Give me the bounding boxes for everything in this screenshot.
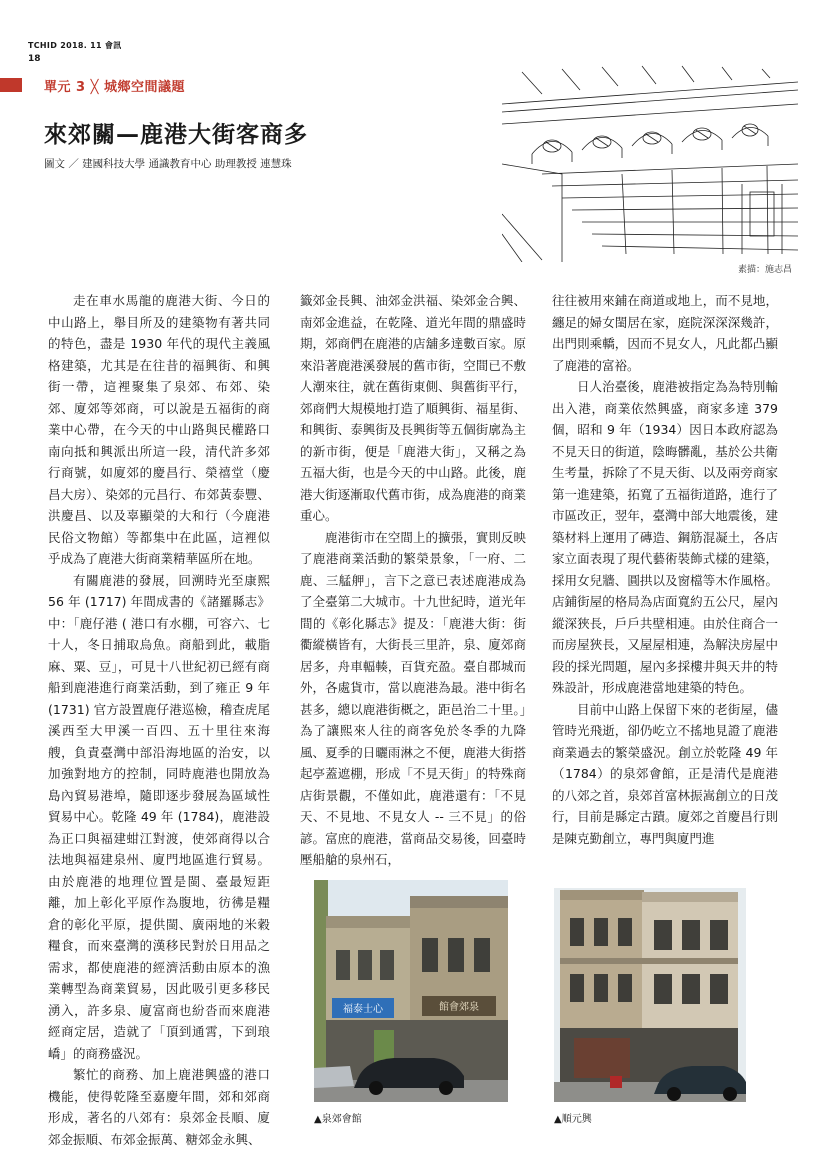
photo-caption-quanjiao: ▲泉郊會館 xyxy=(314,1114,362,1125)
paragraph: 日人治臺後，鹿港被指定為為特別輸出入港，商業依然興盛，商家多達 379 個，昭和 9 年（1934）因日本政府認為不見天日的街道，陰晦髒亂，基於公共衛生考量，拆除了不見天街、以及兩旁商家第一進建築，拓寬了五福街道路，進行了市區改正，翌年，臺灣中部大地震後，建築材料上運用了磚造、鋼筋混凝土，各店家立面表現了現代藝術裝飾式樣的建築，採用女兒牆、圓拱以及窗檔等木作風格。店鋪街屋的格局為店面寬約五公尺，屋內縱深狹長，戶戶共壁相連。由於住商合一而房屋狹長，又屋屋相連，為解決房屋中段的採光問題，屋內多採樓井與天井的特殊設計，形成鹿港當地建築的特色。 xyxy=(552,379,778,695)
article-byline: 圖文 ／ 建國科技大學 通識教育中心 助理教授 連慧珠 xyxy=(44,158,292,170)
issue-header: TCHID 2018. 11 會訊 xyxy=(28,41,122,50)
article-title: 來郊關—鹿港大街客商多 xyxy=(44,122,308,148)
guild-hall-sign: 館會郊泉 xyxy=(439,1002,479,1013)
street-sketch-illustration xyxy=(502,64,798,262)
photo-quanjiao-guild-hall xyxy=(314,880,508,1102)
page-number: 18 xyxy=(28,54,41,64)
paragraph: 走在車水馬龍的鹿港大街、今日的中山路上，舉目所及的建築物有著共同的特色，盡是 1930 年代的現代主義風格建築，尤其是在往昔的福興街、和興街一帶，這裡聚集了泉郊、布郊、染郊、廈郊等郊商，可以說是五福街的商業中心帶，在今天的中山路與民權路口南向抵和興派出所這一段，清代許多郊行商號，如廈郊的慶昌行、榮禧堂（慶昌大房）、染郊的元昌行、布郊黃泰豐、洪慶昌、以及辜顯榮的大和行（今鹿港民俗文物館）等都集中在此區，這裡似乎成為了鹿港大街商業精華區所在地。 xyxy=(48,293,270,566)
sketch-credit: 素描：施志昌 xyxy=(738,265,793,275)
paragraph: 繁忙的商務、加上鹿港興盛的港口機能，使得乾隆至嘉慶年間，郊和郊商形成，著名的八郊有：泉郊金長順、廈郊金振順、布郊金振萬、糖郊金永興、 xyxy=(48,1067,270,1147)
paragraph: 往往被用來鋪在商道或地上，而不見地，纏足的婦女閨居在家，庭院深深深幾許，出門則乘轎，因而不見女人，凡此都凸顯了鹿港的富裕。 xyxy=(552,293,778,373)
section-color-tab xyxy=(0,78,22,92)
unit-label: 單元 3 ╳ 城鄉空間議題 xyxy=(44,80,185,95)
text-column-2 xyxy=(300,290,526,871)
paragraph: 目前中山路上保留下來的老街屋，儘管時光飛逝，卻仍屹立不搖地見證了鹿港商業過去的繁榮盛況。創立於乾隆 49 年（1784）的泉郊會館，正是清代是鹿港的八郊之首，泉郊首富林振嵩創立的日茂行，目前是縣定古蹟。廈郊之首慶昌行則是陳克勤創立，專門與廈門進 xyxy=(552,701,778,846)
shop-sign: 福泰士心 xyxy=(343,1004,383,1015)
paragraph: 籤郊金長興、油郊金洪福、染郊金合興、南郊金進益，在乾隆、道光年間的鼎盛時期，郊商們在鹿港的店舖多達數百家。原來沿著鹿港溪發展的舊市街，空間已不敷人潮來往，就在舊街東側、與舊街平行，郊商們大規模地打造了順興街、福星街、和興街、泰興街及長興街等五個街廓為主的新市街，便是「鹿港大街」，又稱之為五福大街，也是今天的中山路。此後，鹿港大街逐漸取代舊市街，成為鹿港的商業重心。 xyxy=(300,293,526,523)
text-column-3 xyxy=(552,290,778,849)
paragraph: 有關鹿港的發展，回溯時光至康熙 56 年 (1717) 年間成書的《諸羅縣志》中：「鹿仔港 ( 港口有水棚，可容六、七十人，冬日捕取烏魚。商船到此，載脂麻、粟、豆」，可見十八世紀初已經有商船到鹿港進行商業活動，到了雍正 9 年 (1731) 官方設置鹿仔港巡檢，稽查虎尾溪西至大甲溪一百四、五十里往來海艘，負責臺灣中部沿海地區的治安，以加強對地方的控制，同時鹿港也開放為島內貿易港埠，隨即逐步發展為區域性貿易中心。乾隆 49 年 (1784)，鹿港設為正口與福建蚶江對渡，使郊商得以合法地與福建泉州、廈門地區進行貿易。由於鹿港的地理位置是閩、臺最短距離，加上彰化平原作為腹地，彷彿是糧倉的彰化平原，提供閩、廣兩地的米穀糧食，而來臺灣的漢移民對於日用品之需求，都使鹿港的經濟活動由原本的漁業轉型為商業貿易，因此吸引更多移民湧入，許多泉、廈富商也紛沓而來鹿港經商定居，造就了「頂到通霄，下到琅嶠」的商務盛況。 xyxy=(48,572,270,1061)
photo-shunyuanxing xyxy=(554,888,746,1102)
paragraph: 鹿港街市在空間上的擴張，實則反映了鹿港商業活動的繁榮景象，「一府、二鹿、三艋舺」，言下之意已表述鹿港成為了全臺第二大城市。十九世紀時，道光年間的《彰化縣志》提及：「鹿港大街：街衢縱橫皆有，大街長三里許，泉、廈郊商居多，舟車輻輳，百貨充盈。臺自郡城而外，各處貨市，當以鹿港為最。港中街名甚多，總以鹿港街概之，距邑治二十里。」為了讓熙來人往的商客免於冬季的九降風、夏季的日曬雨淋之不便，鹿港大街搭起亭蓋遮棚，形成「不見天街」的特殊商店街景觀，不僅如此，鹿港還有：「不見天、不見地、不見女人 -- 三不見」的俗諺。富庶的鹿港，當商品交易後，回臺時壓船艙的泉州石， xyxy=(300,529,526,867)
text-column-1 xyxy=(48,290,270,1150)
photo-caption-shunyuanxing: ▲順元興 xyxy=(554,1114,592,1125)
